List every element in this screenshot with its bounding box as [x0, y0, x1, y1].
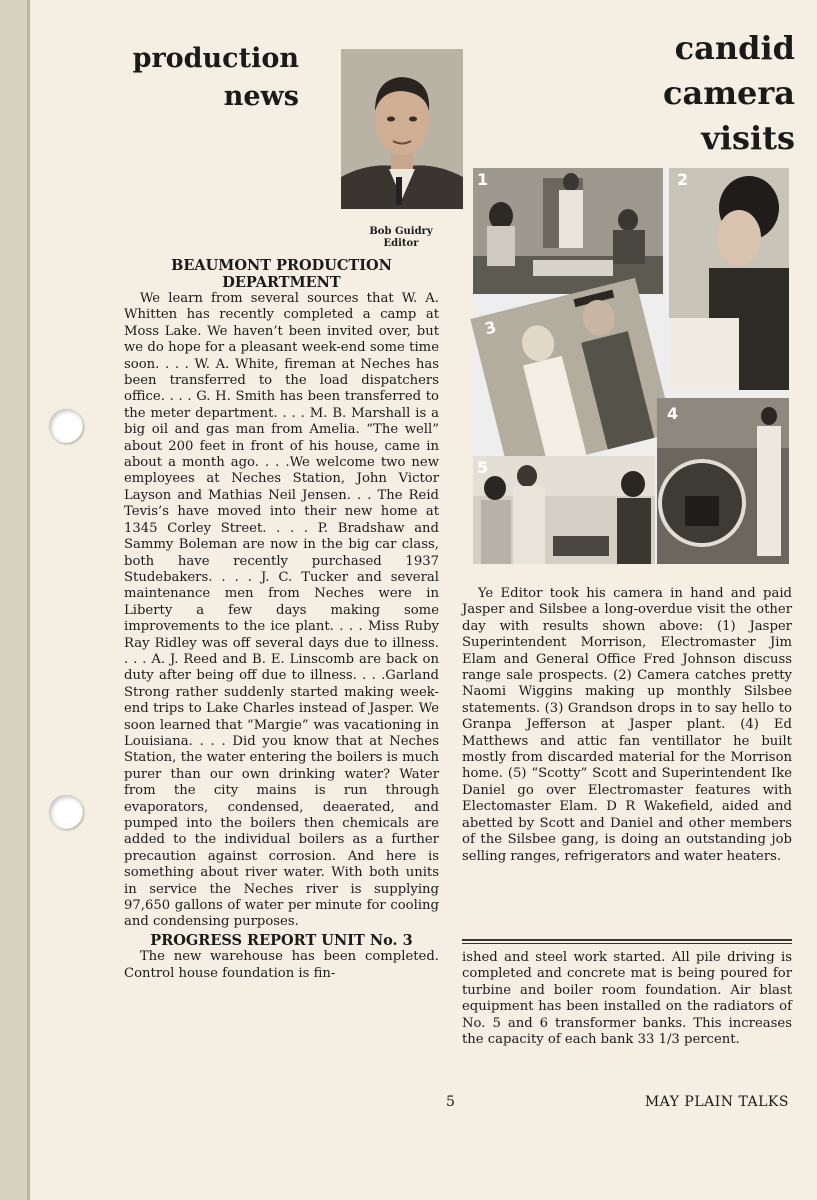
article-body: ished and steel work started. All pile driving is completed and concrete mat is being poured for turbine and boiler room foundation. Air blast equipment has been installed on the radiators of No. 5 and 6 transformer banks. This increases the capacity of each bank 33 1/3 percent.	[462, 950, 792, 1048]
portrait-caption	[345, 226, 457, 250]
section-heading-candid-camera	[663, 26, 795, 161]
divider-rule	[462, 939, 792, 941]
progress-report-continued	[462, 950, 792, 1048]
section-heading-production	[133, 40, 299, 116]
divider-rule	[462, 943, 792, 944]
editor-title: Editor	[383, 238, 419, 249]
portrait-photo	[341, 49, 463, 209]
heading-line: camera	[662, 74, 795, 112]
photo-4	[657, 398, 789, 564]
heading-line: candid	[674, 29, 795, 67]
photo-3	[470, 278, 674, 474]
photo-woman-statements	[669, 168, 789, 390]
photo-number: 4	[667, 404, 679, 423]
photo-number: 2	[677, 170, 689, 189]
binder-hole	[49, 409, 83, 443]
photo-1	[473, 168, 663, 294]
production-news-column	[124, 258, 439, 982]
heading-line: news	[223, 81, 299, 112]
photo-number: 5	[477, 458, 489, 477]
photo-grandson-granpa	[470, 278, 674, 474]
section-title: PROGRESS REPORT UNIT No. 3	[150, 931, 413, 949]
photo-number: 1	[477, 170, 489, 189]
article-body: We learn from several sources that W. A. Whitten has recently completed a camp at Moss Lake. We haven’t been invited over, but we do hope for a pleasant week-end some time soon. . . . W. A. White, fireman at Neches has been transferred to the load dispatchers office. . . . G. H. Smith has been transferred to the meter department. . . . M. B. Marshall is a big oil and gas man from Amelia. “The well” about 200 feet in front of his house, came in about a month ago. . . .We welcome two new employees at Neches Station, John Victor Layson and Mathias Neil Jensen. . . The Reid Tevis’s have moved into their new home at 1345 Corley Street. . . . P. Bradshaw and Sammy Boleman are now in the big car class, both have recently purchased 1937 Studebakers. . . . J. C. Tucker and several maintenance men from Neches were in Liberty a few days making some improvements to the ice plant. . . . Miss Ruby Ray Ridley was off several days due to illness. . . . A. J. Reed and B. E. Linscomb are back on duty after being off due to illness. . . .Garland Strong rather suddenly started making week-end trips to Lake Charles instead of Jasper. We soon learned that “Margie” was vacationing in Louisiana. . . . Did you know that at Neches Station, the water entering the boilers is much purer than our own drinking water? Water from the city mains is run through evaporators, condensed, deaerated, and pumped into the boilers then chemicals are added to the individual boilers as a further precaution against corrosion. And here is something about river water. With both units in service the Neches river is supplying 97,650 gallons of water per minute for cooling and condensing purposes.	[124, 291, 439, 930]
article-body: The new warehouse has been completed. Control house foundation is fin-	[124, 949, 439, 981]
page-number: 5	[446, 1094, 455, 1110]
binder-hole	[49, 795, 83, 829]
heading-line: visits	[701, 119, 795, 157]
photo-2	[669, 168, 789, 390]
heading-line: production	[132, 43, 299, 74]
publication-footer: MAY PLAIN TALKS	[644, 1094, 789, 1110]
caption-body: Ye Editor took his camera in hand and paid Jasper and Silsbee a long-overdue visit the other day with results shown above: (1) Jasper Superintendent Morrison, Electromaster Jim Elam and General Office Fred Johnson discuss range sale prospects. (2) Camera catches pretty Naomi Wiggins making up monthly Silsbee statements. (3) Grandson drops in to say hello to Granpa Jefferson at Jasper plant. (4) Ed Matthews and attic fan ventillator he built mostly from discarded material for the Morrison home. (5) “Scotty” Scott and Superintendent Ike Daniel go over Electromaster features with Electomaster Elam. D R Wakefield, aided and abetted by Scott and Daniel and other members of the Silsbee gang, is doing an outstanding job selling ranges, refrigerators and water heaters.	[462, 586, 792, 864]
photo-number: 3	[482, 317, 499, 339]
section-title: BEAUMONT PRODUCTION DEPARTMENT	[171, 257, 392, 291]
editor-name: Bob Guidry	[369, 226, 433, 237]
photo-collage	[473, 168, 789, 564]
photo-5	[473, 456, 655, 564]
candid-camera-caption	[462, 586, 792, 865]
editor-portrait	[341, 49, 463, 209]
photo-electromaster-range	[473, 456, 655, 564]
photo-office-meeting	[473, 168, 663, 294]
